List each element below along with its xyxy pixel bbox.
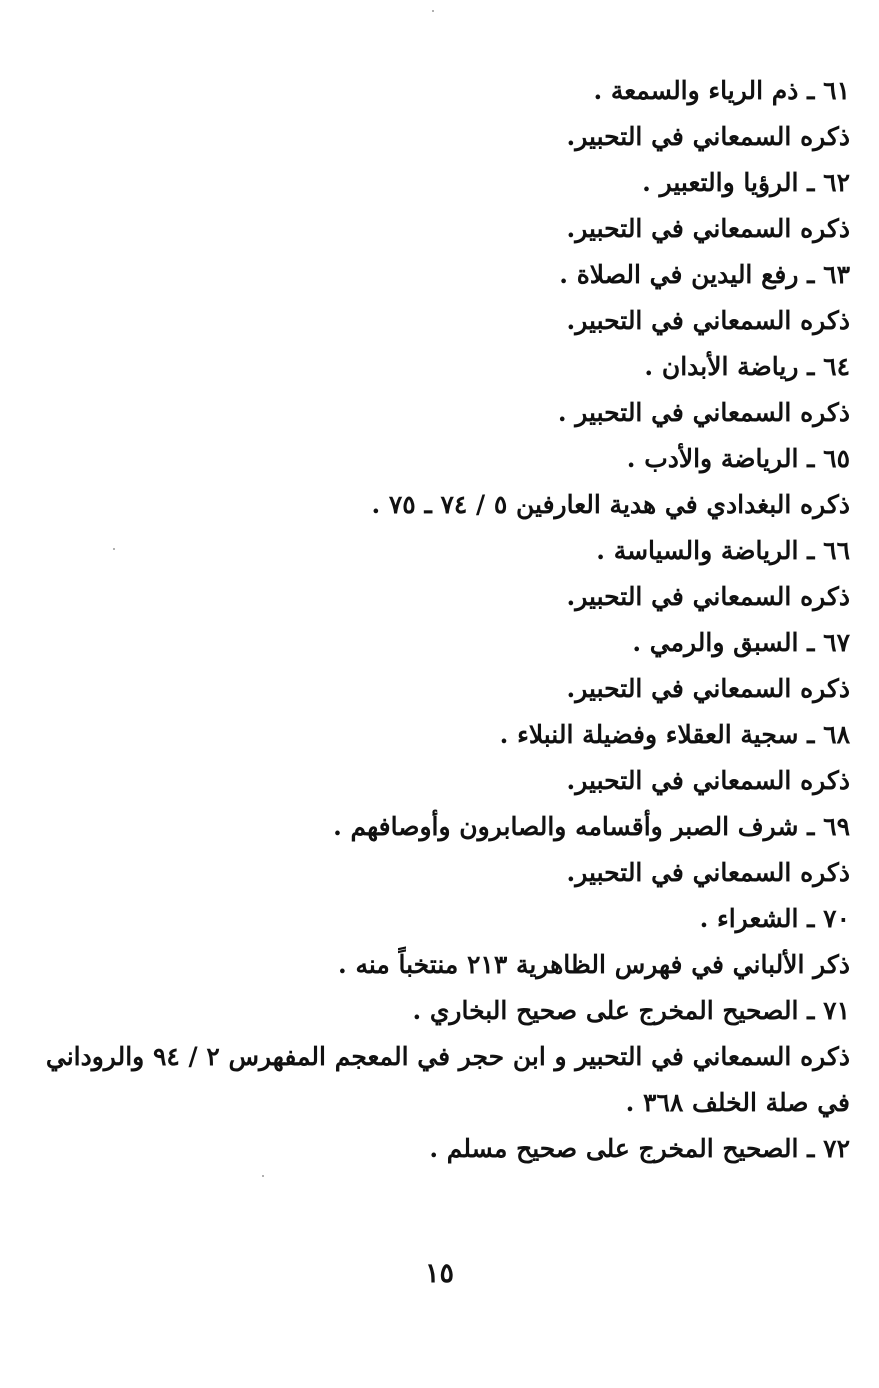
entry-72-title: ٧٢ ـ الصحيح المخرج على صحيح مسلم .: [429, 1134, 850, 1163]
entry-61-note: ذكره السمعاني في التحبير.: [566, 122, 850, 151]
entry-64-note: ذكره السمعاني في التحبير .: [557, 398, 850, 427]
entry-63-note: ذكره السمعاني في التحبير.: [566, 306, 850, 335]
entry-69-title: ٦٩ ـ شرف الصبر وأقسامه والصابرون وأوصافهم .: [333, 812, 850, 841]
entry-62-title: ٦٢ ـ الرؤيا والتعبير .: [642, 168, 850, 197]
bibliography-list: [40, 68, 850, 1172]
entry-61-title: ٦١ ـ ذم الرياء والسمعة .: [593, 76, 850, 105]
entry-71-title: ٧١ ـ الصحيح المخرج على صحيح البخاري .: [412, 996, 850, 1025]
entry-64-title: ٦٤ ـ رياضة الأبدان .: [644, 352, 850, 381]
entry-62-note: ذكره السمعاني في التحبير.: [566, 214, 850, 243]
entry-68-note: ذكره السمعاني في التحبير.: [566, 766, 850, 795]
entry-67-title: ٦٧ ـ السبق والرمي .: [632, 628, 850, 657]
entry-70-title: ٧٠ ـ الشعراء .: [699, 904, 850, 933]
page-number: ١٥: [424, 1258, 454, 1289]
scan-speck: [113, 548, 115, 550]
entry-68-title: ٦٨ ـ سجية العقلاء وفضيلة النبلاء .: [499, 720, 850, 749]
entry-69-note: ذكره السمعاني في التحبير.: [566, 858, 850, 887]
entry-70-note: ذكر الألباني في فهرس الظاهرية ٢١٣ منتخباً منه .: [338, 950, 850, 979]
entry-65-note: ذكره البغدادي في هدية العارفين ٥ / ٧٤ ـ ٧٥ .: [371, 490, 850, 519]
scan-speck: [262, 1175, 264, 1177]
entry-71-note: ذكره السمعاني في التحبير و ابن حجر في المعجم المفهرس ٢ / ٩٤ والروداني في صلة الخلف ٣٦٨ .: [45, 1042, 850, 1117]
entry-66-title: ٦٦ ـ الرياضة والسياسة .: [596, 536, 850, 565]
entry-67-note: ذكره السمعاني في التحبير.: [566, 674, 850, 703]
entry-65-title: ٦٥ ـ الرياضة والأدب .: [626, 444, 850, 473]
entry-66-note: ذكره السمعاني في التحبير.: [566, 582, 850, 611]
entry-63-title: ٦٣ ـ رفع اليدين في الصلاة .: [559, 260, 850, 289]
scan-speck: [432, 10, 434, 12]
